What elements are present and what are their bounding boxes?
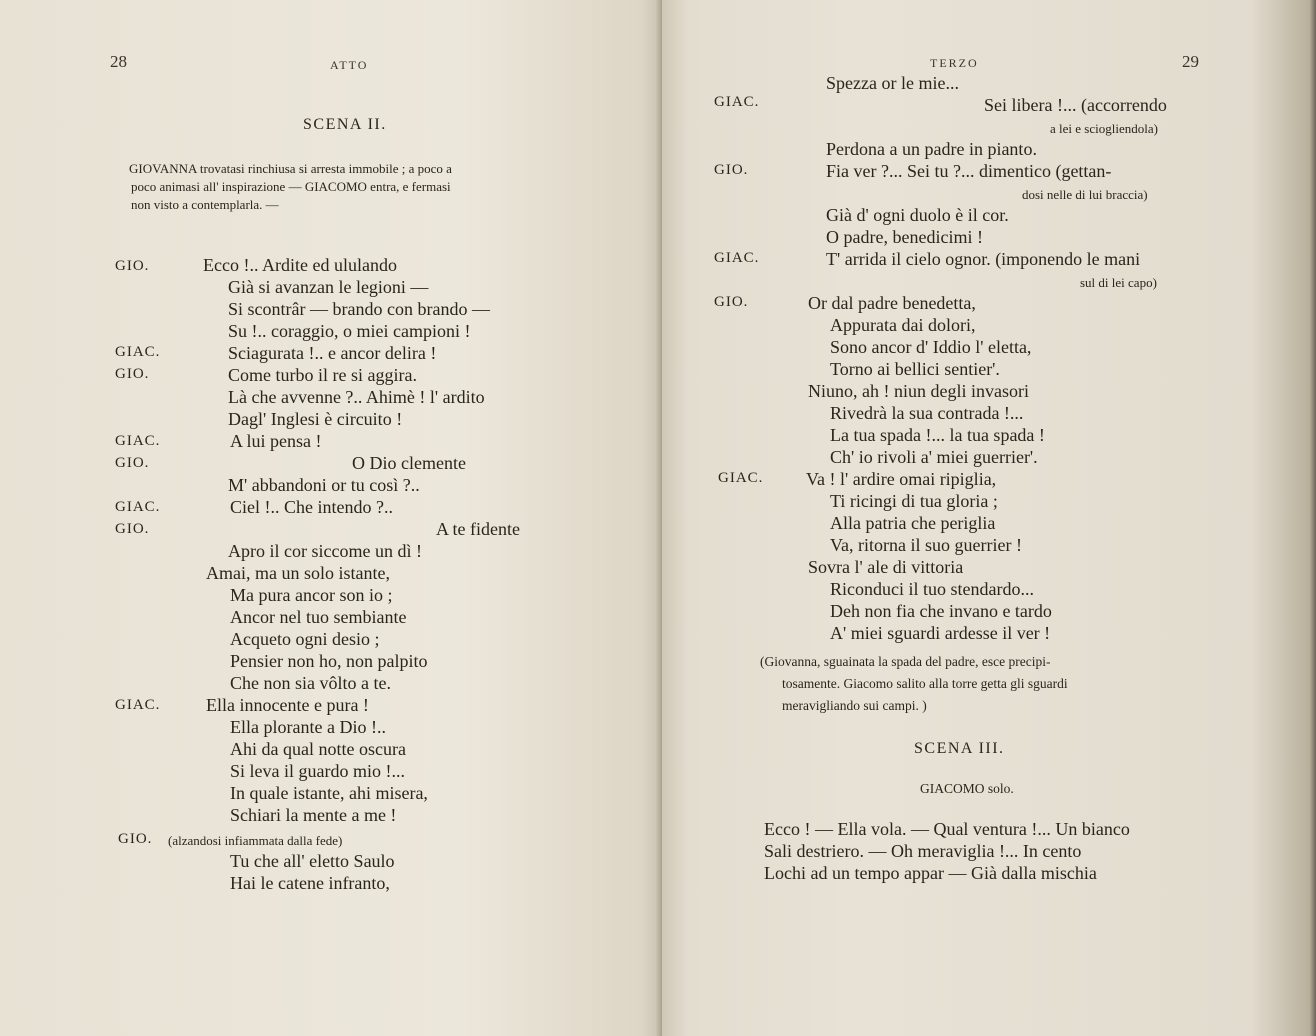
verse-line: Che non sia vôlto a te. [230, 673, 391, 693]
verse-line: A' miei sguardi ardesse il ver ! [830, 623, 1051, 643]
verse-line: M' abbandoni or tu così ?.. [228, 475, 420, 495]
speaker-label: GIO. [115, 455, 150, 471]
verse-line: Là che avvenne ?.. Ahimè ! l' ardito [228, 387, 485, 407]
verse-line: Deh non fia che invano e tardo [830, 601, 1052, 621]
prose-line: Lochi ad un tempo appar — Già dalla mischia [764, 863, 1097, 883]
stage-direction-line: meravigliando sui campi. ) [782, 698, 927, 713]
verse-line: Niuno, ah ! niun degli invasori [808, 381, 1029, 401]
speaker-label: GIAC. [115, 344, 161, 360]
verse-line: In quale istante, ahi misera, [230, 783, 428, 803]
scene-subtitle: GIACOMO solo. [920, 781, 1014, 796]
verse-line: Va ! l' ardire omai ripiglia, [806, 469, 997, 489]
verse-line: Sciagurata !.. e ancor delira ! [228, 343, 437, 363]
verse-line: Amai, ma un solo istante, [206, 563, 390, 583]
speaker-label: GIO. [115, 258, 150, 274]
verse-line: Perdona a un padre in pianto. [826, 139, 1037, 159]
page-number-left: 28 [110, 52, 127, 71]
verse-line: La tua spada !... la tua spada ! [830, 425, 1045, 445]
verse-line: Fia ver ?... Sei tu ?... dimentico (gettan- [826, 161, 1112, 181]
stage-direction-inline: (alzandosi infiammata dalla fede) [168, 833, 343, 848]
verse-line: Ancor nel tuo sembiante [230, 607, 407, 627]
verse-line: Sovra l' ale di vittoria [808, 557, 964, 577]
scene-title: SCENA II. [303, 116, 387, 133]
speaker-label: GIO. [115, 366, 150, 382]
prose-line: Sali destriero. — Oh meraviglia !... In cento [764, 841, 1082, 861]
verse-line: O padre, benedicimi ! [826, 227, 983, 247]
verse-line: Si leva il guardo mio !... [230, 761, 405, 781]
speaker-label: GIO. [714, 162, 749, 178]
verse-line: Dagl' Inglesi è circuito ! [228, 409, 403, 429]
verse-line: Ch' io rivoli a' miei guerrier'. [830, 447, 1038, 467]
verse-line: Schiari la mente a me ! [230, 805, 397, 825]
stage-direction-inline: dosi nelle di lui braccia) [1022, 187, 1148, 202]
stage-direction-inline: a lei e sciogliendola) [1050, 121, 1158, 136]
verse-line: Alla patria che periglia [830, 513, 996, 533]
verse-line: Tu che all' eletto Saulo [230, 851, 395, 871]
verse-line: Sei libera !... (accorrendo [984, 95, 1167, 115]
stage-direction-line: poco animasi all' inspirazione — GIACOMO entra, e fermasi [131, 179, 451, 194]
verse-line: Spezza or le mie... [826, 73, 959, 93]
verse-line: Appurata dai dolori, [830, 315, 976, 335]
verse-line: Si scontrâr — brando con brando — [228, 299, 490, 319]
verse-line: Ti ricingi di tua gloria ; [830, 491, 998, 511]
verse-line: Ciel !.. Che intendo ?.. [230, 497, 393, 517]
speaker-label: GIO. [714, 294, 749, 310]
stage-direction-line: (Giovanna, sguainata la spada del padre, esce precipi- [760, 654, 1051, 669]
verse-line: Pensier non ho, non palpito [230, 651, 428, 671]
verse-line: Apro il cor siccome un dì ! [228, 541, 422, 561]
verse-line: Sono ancor d' Iddio l' eletta, [830, 337, 1032, 357]
stage-direction-inline: sul di lei capo) [1080, 275, 1157, 290]
speaker-label: GIAC. [115, 433, 161, 449]
speaker-label: GIAC. [714, 250, 760, 266]
verse-line: Su !.. coraggio, o miei campioni ! [228, 321, 471, 341]
verse-line: Va, ritorna il suo guerrier ! [830, 535, 1022, 555]
verse-line: Riconduci il tuo stendardo... [830, 579, 1034, 599]
verse-line: Torno ai bellici sentier'. [830, 359, 1000, 379]
right-page [662, 0, 1316, 1036]
running-head-right: TERZO [930, 56, 979, 70]
prose-line: Ecco ! — Ella vola. — Qual ventura !... Un bianco [764, 819, 1130, 839]
speaker-label: GIAC. [115, 697, 161, 713]
verse-line: Rivedrà la sua contrada !... [830, 403, 1024, 423]
stage-direction-line: tosamente. Giacomo salito alla torre getta gli sguardi [782, 676, 1068, 691]
speaker-label: GIAC. [714, 94, 760, 110]
verse-line: Ella plorante a Dio !.. [230, 717, 386, 737]
verse-line: T' arrida il cielo ognor. (imponendo le mani [826, 249, 1141, 269]
speaker-label: GIAC. [115, 499, 161, 515]
page-number-right: 29 [1182, 52, 1199, 71]
verse-line: Già d' ogni duolo è il cor. [826, 205, 1009, 225]
verse-line: A lui pensa ! [230, 431, 322, 451]
verse-line: Ma pura ancor son io ; [230, 585, 393, 605]
speaker-label: GIO. [115, 521, 150, 537]
verse-line: Ahi da qual notte oscura [230, 739, 406, 759]
verse-line: Ella innocente e pura ! [206, 695, 369, 715]
verse-line: Acqueto ogni desio ; [230, 629, 380, 649]
stage-direction-line: non visto a contemplarla. — [131, 197, 279, 212]
stage-direction-line: GIOVANNA trovatasi rinchiusa si arresta immobile ; a poco a [129, 161, 452, 176]
running-head-left: ATTO [330, 58, 369, 72]
verse-line: Già si avanzan le legioni — [228, 277, 429, 297]
verse-line: Come turbo il re si aggira. [228, 365, 417, 385]
verse-line: A te fidente [436, 519, 520, 539]
speaker-label: GIAC. [718, 470, 764, 486]
scene-title: SCENA III. [914, 740, 1005, 757]
verse-line: Hai le catene infranto, [230, 873, 390, 893]
verse-line: Ecco !.. Ardite ed ululando [203, 255, 397, 275]
verse-line: Or dal padre benedetta, [808, 293, 976, 313]
verse-line: O Dio clemente [352, 453, 466, 473]
speaker-label: GIO. [118, 831, 153, 847]
